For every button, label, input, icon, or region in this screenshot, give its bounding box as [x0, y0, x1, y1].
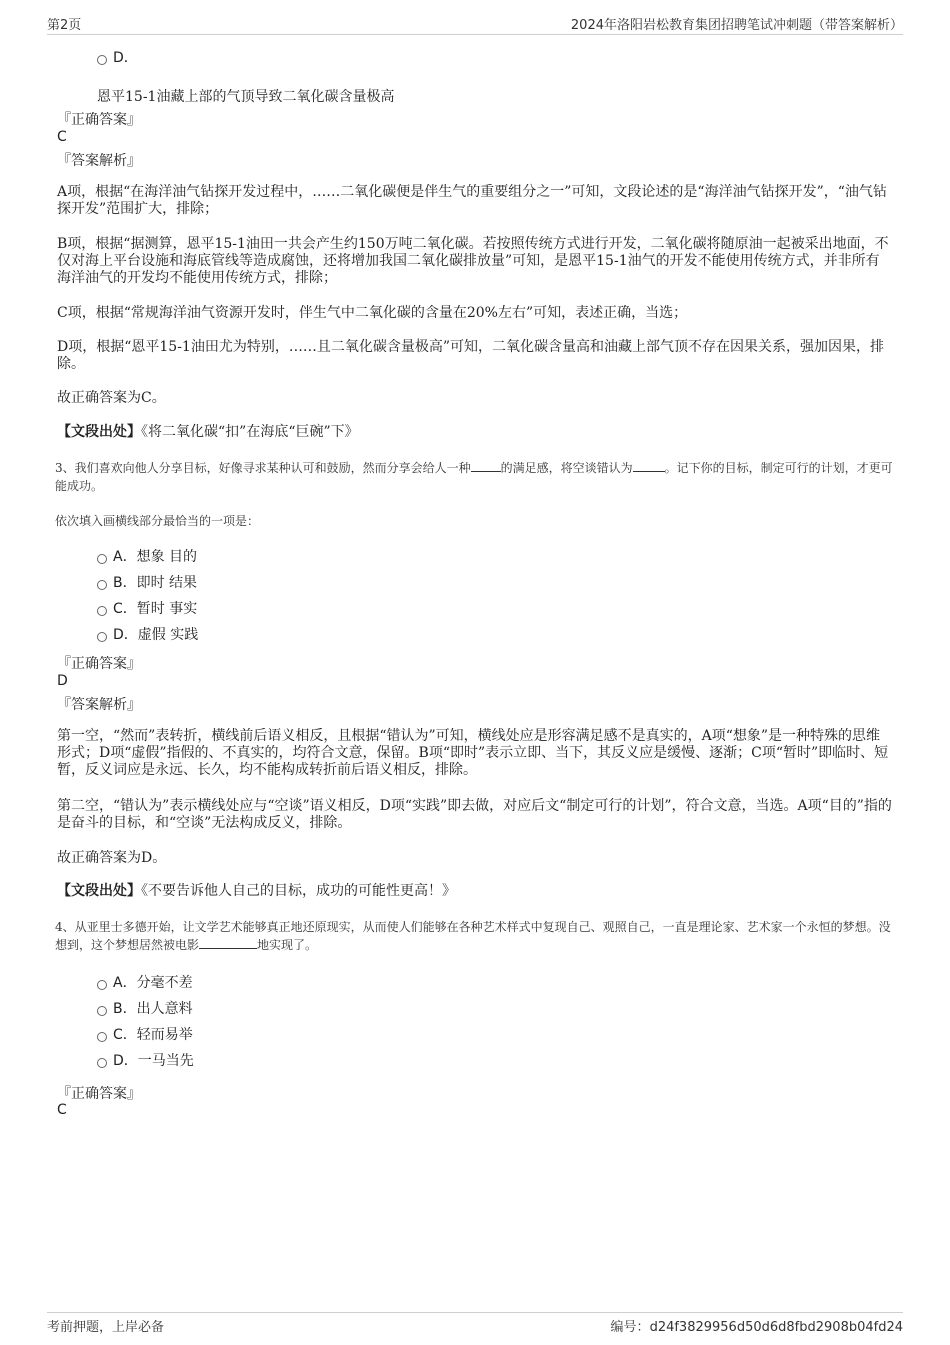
- question-instruction: 依次填入画横线部分最恰当的一项是：: [55, 514, 260, 528]
- q4-option-d[interactable]: D．一马当先: [97, 1051, 194, 1071]
- fill-blank: [471, 459, 501, 472]
- analysis-paragraph: C项，根据“常规海洋油气资源开发时，伴生气中二氧化碳的含量在20%左右”可知，表述正确，当选；: [57, 305, 688, 321]
- q3-option-a[interactable]: A．想象 目的: [97, 547, 197, 567]
- radio-icon[interactable]: [97, 980, 107, 990]
- document-id: 编号：d24f3829956d50d6d8fbd2908b04fd24: [610, 1320, 903, 1335]
- radio-icon[interactable]: [97, 55, 107, 65]
- q2-option-d[interactable]: [97, 48, 138, 68]
- page-header: [47, 14, 903, 35]
- radio-icon[interactable]: [97, 606, 107, 616]
- source-title: 《将二氧化碳“扣”在海底“巨碗”下》: [141, 424, 359, 440]
- q3-option-c[interactable]: C．暂时 事实: [97, 599, 197, 619]
- analysis-label: 『答案解析』: [57, 697, 141, 713]
- radio-icon[interactable]: [97, 1058, 107, 1068]
- q3-option-d[interactable]: D．虚假 实践: [97, 625, 198, 645]
- answer-value: C: [57, 129, 67, 145]
- analysis-paragraph: 第一空，“然而”表转折，横线前后语义相反，且根据“错认为”可知，横线处应是形容满足感不是真实的，A项“想象”是一种特殊的思维形式；D项“虚假”指假的、不真实的，均符合文意，保留。B项“即时”表示立即、当下，其反义应是缓慢、逐渐；C项“暂时”即临时、短暂，反义词应是永远、长久，均不能构成转折前后语义相反，排除。: [57, 728, 889, 778]
- answer-value: D: [57, 673, 68, 689]
- source-label: 【文段出处】: [57, 883, 141, 899]
- source-line: [57, 883, 892, 900]
- analysis-conclusion: 故正确答案为D。: [57, 850, 167, 866]
- answer-label: 『正确答案』: [57, 656, 141, 672]
- q4-option-b[interactable]: B．出人意料: [97, 999, 193, 1019]
- radio-icon[interactable]: [97, 554, 107, 564]
- analysis-paragraph: 第二空，“错认为”表示横线处应与“空谈”语义相反，D项“实践”即去做，对应后文“制定可行的计划”，符合文意，当选。A项“目的”指的是奋斗的目标，和“空谈”无法构成反义，排除。: [57, 798, 892, 831]
- radio-icon[interactable]: [97, 1006, 107, 1016]
- radio-icon[interactable]: [97, 632, 107, 642]
- analysis-paragraph: D项，根据“恩平15-1油田尤为特别，……且二氧化碳含量极高”可知，二氧化碳含量高和油藏上部气顶不存在因果关系，强加因果，排除。: [57, 339, 884, 372]
- q3-option-b[interactable]: B．即时 结果: [97, 573, 197, 593]
- analysis-conclusion: 故正确答案为C。: [57, 390, 166, 406]
- answer-value: C: [57, 1102, 67, 1118]
- document-title: 2024年洛阳岩松教育集团招聘笔试冲刺题（带答案解析）: [570, 18, 903, 33]
- question-stem: 4、从亚里士多德开始，让文学艺术能够真正地还原现实，从而使人们能够在各种艺术样式中复现自己、观照自己，一直是理论家、艺术家一个永恒的梦想。没想到，这个梦想居然被电影 地实现了。: [55, 920, 891, 952]
- analysis-paragraph: B项，根据“据测算，恩平15-1油田一共会产生约150万吨二氧化碳。若按照传统方式进行开发，二氧化碳将随原油一起被采出地面，不仅对海上平台设施和海底管线等造成腐蚀，还将增加我国二氧化碳排放量”可知，是恩平15-1油气的开发不能使用传统方式，并非所有海洋油气的开发均不能使用传统方式，排除；: [57, 236, 889, 286]
- analysis-label: 『答案解析』: [57, 153, 141, 169]
- fill-blank: [199, 936, 257, 949]
- fill-blank: [633, 459, 665, 472]
- answer-label: 『正确答案』: [57, 112, 141, 128]
- source-title: 《不要告诉他人自己的目标，成功的可能性更高！》: [141, 883, 456, 899]
- page-number: 第2页: [47, 18, 82, 33]
- q4-option-c[interactable]: C．轻而易举: [97, 1025, 193, 1045]
- option-key: D．: [113, 50, 138, 66]
- source-line: [57, 424, 892, 441]
- radio-icon[interactable]: [97, 580, 107, 590]
- page-footer: [47, 1312, 903, 1335]
- source-label: 【文段出处】: [57, 424, 141, 440]
- answer-label: 『正确答案』: [57, 1086, 141, 1102]
- question-stem: 3、我们喜欢向他人分享目标，好像寻求某种认可和鼓励，然而分享会给人一种 的满足感，将空谈错认为 。记下你的目标，制定可行的计划，才更可能成功。: [55, 461, 893, 493]
- q2-option-d-text: 恩平15-1油藏上部的气顶导致二氧化碳含量极高: [97, 89, 395, 105]
- analysis-paragraph: A项，根据“在海洋油气钻探开发过程中，……二氧化碳便是伴生气的重要组分之一”可知，文段论述的是“海洋油气钻探开发”，“油气钻探开发”范围扩大，排除；: [57, 184, 887, 217]
- q4-option-a[interactable]: A．分毫不差: [97, 973, 193, 993]
- footer-slogan: 考前押题，上岸必备: [47, 1320, 165, 1335]
- radio-icon[interactable]: [97, 1032, 107, 1042]
